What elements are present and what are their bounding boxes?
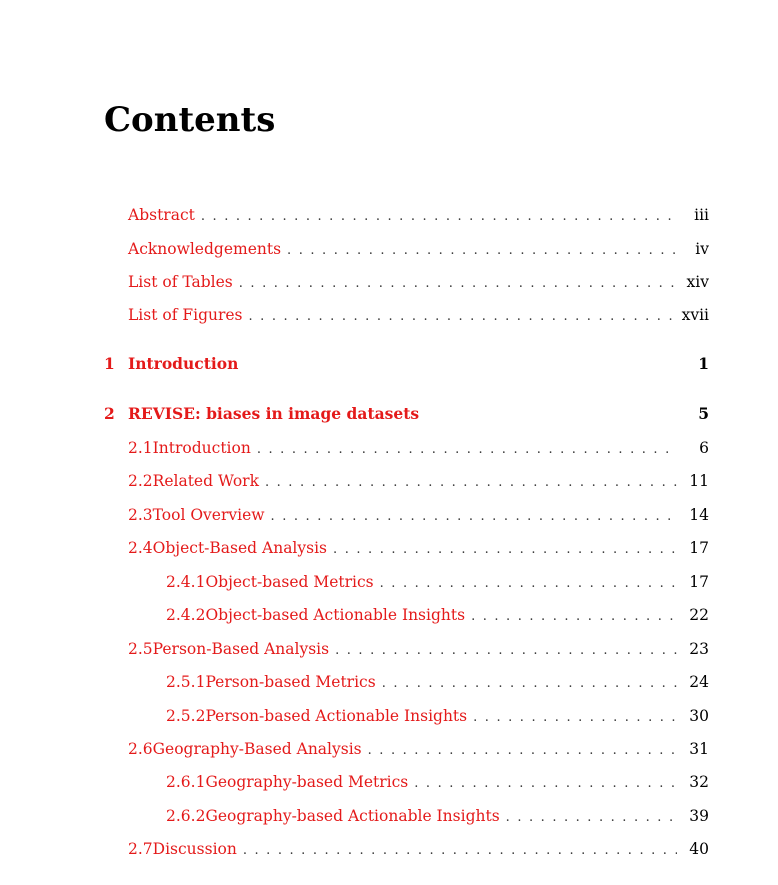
dot-leader (239, 273, 677, 295)
section-number: 2.5 (128, 640, 153, 658)
section-title[interactable]: Geography-based Actionable Insights (205, 807, 500, 825)
toc-entry-title[interactable]: Acknowledgements (128, 240, 282, 258)
dot-leader (249, 306, 674, 328)
page-number: 39 (689, 807, 709, 825)
toc-section-2-1[interactable] (128, 437, 709, 459)
page-number: 22 (689, 606, 709, 624)
section-title[interactable]: Introduction (152, 439, 251, 457)
section-number: 2.4 (128, 539, 153, 557)
chapter-number: 1 (104, 354, 115, 373)
page-number: 23 (689, 640, 709, 658)
dot-leader (265, 472, 677, 494)
dot-leader (333, 539, 677, 561)
page-number: xvii (681, 306, 709, 324)
section-title[interactable]: Geography-based Metrics (205, 773, 409, 791)
section-number: 2.5.2 (166, 707, 206, 725)
section-number: 2.3 (128, 506, 153, 524)
chapter-title[interactable]: Introduction (128, 354, 239, 373)
dot-leader (380, 573, 677, 595)
section-number: 2.6.2 (166, 807, 206, 825)
toc-entry-list-of-figures[interactable] (128, 304, 709, 326)
chapter-title[interactable]: REVISE: biases in image datasets (128, 404, 420, 423)
section-number: 2.6 (128, 740, 153, 758)
dot-leader (414, 773, 677, 795)
section-title[interactable]: Discussion (152, 840, 237, 858)
toc-subsection-2-4-1[interactable] (166, 571, 709, 593)
toc-entry-abstract[interactable] (128, 204, 709, 226)
dot-leader (257, 439, 677, 461)
page-number: 31 (689, 740, 709, 758)
section-title[interactable]: Object-based Metrics (205, 573, 374, 591)
page-number: 40 (689, 840, 709, 858)
toc-entry-acknowledgements[interactable] (128, 238, 709, 260)
section-number: 2.2 (128, 472, 153, 490)
page-number: iv (695, 240, 709, 258)
page-number: 32 (689, 773, 709, 791)
section-title[interactable]: Geography-Based Analysis (152, 740, 362, 758)
toc-section-2-7[interactable] (128, 838, 709, 860)
page-number: xiv (686, 273, 709, 291)
section-title[interactable]: Person-based Actionable Insights (205, 707, 468, 725)
page-number: 1 (698, 354, 709, 373)
toc-section-2-2[interactable] (128, 470, 709, 492)
page-number: 6 (699, 439, 709, 457)
section-title[interactable]: Person-Based Analysis (152, 640, 330, 658)
dot-leader (335, 640, 677, 662)
page-number: 14 (689, 506, 709, 524)
dot-leader (506, 807, 677, 829)
toc-entry-list-of-tables[interactable] (128, 271, 709, 293)
page-title: Contents (104, 100, 276, 140)
toc-section-2-6[interactable] (128, 738, 709, 760)
dot-leader (243, 840, 677, 862)
toc-entry-title[interactable]: List of Tables (128, 273, 233, 291)
section-number: 2.4.1 (166, 573, 206, 591)
section-title[interactable]: Object-based Actionable Insights (205, 606, 466, 624)
page-number: 11 (689, 472, 709, 490)
toc-subsection-2-5-2[interactable] (166, 705, 709, 727)
toc-subsection-2-5-1[interactable] (166, 671, 709, 693)
page-number: 17 (689, 539, 709, 557)
toc-chapter-1[interactable] (104, 353, 709, 375)
toc-section-2-4[interactable] (128, 537, 709, 559)
toc-entry-title[interactable]: List of Figures (128, 306, 243, 324)
section-title[interactable]: Related Work (152, 472, 259, 490)
section-number: 2.6.1 (166, 773, 206, 791)
toc-subsection-2-6-1[interactable] (166, 771, 709, 793)
dot-leader (471, 606, 677, 628)
dot-leader (382, 673, 677, 695)
page-number: 5 (698, 404, 709, 423)
dot-leader (271, 506, 677, 528)
section-number: 2.1 (128, 439, 153, 457)
page-number: iii (694, 206, 709, 224)
page-number: 24 (689, 673, 709, 691)
dot-leader (368, 740, 677, 762)
dot-leader (287, 240, 677, 262)
section-number: 2.4.2 (166, 606, 206, 624)
section-number: 2.5.1 (166, 673, 206, 691)
section-title[interactable]: Object-Based Analysis (152, 539, 328, 557)
toc-subsection-2-6-2[interactable] (166, 805, 709, 827)
toc-subsection-2-4-2[interactable] (166, 604, 709, 626)
toc-section-2-3[interactable] (128, 504, 709, 526)
chapter-number: 2 (104, 404, 115, 423)
page-number: 30 (689, 707, 709, 725)
toc-section-2-5[interactable] (128, 638, 709, 660)
section-number: 2.7 (128, 840, 153, 858)
dot-leader (473, 707, 677, 729)
dot-leader (201, 206, 677, 228)
toc-chapter-2[interactable] (104, 403, 709, 425)
page-number: 17 (689, 573, 709, 591)
section-title[interactable]: Person-based Metrics (205, 673, 376, 691)
section-title[interactable]: Tool Overview (152, 506, 265, 524)
toc-entry-title[interactable]: Abstract (128, 206, 195, 224)
